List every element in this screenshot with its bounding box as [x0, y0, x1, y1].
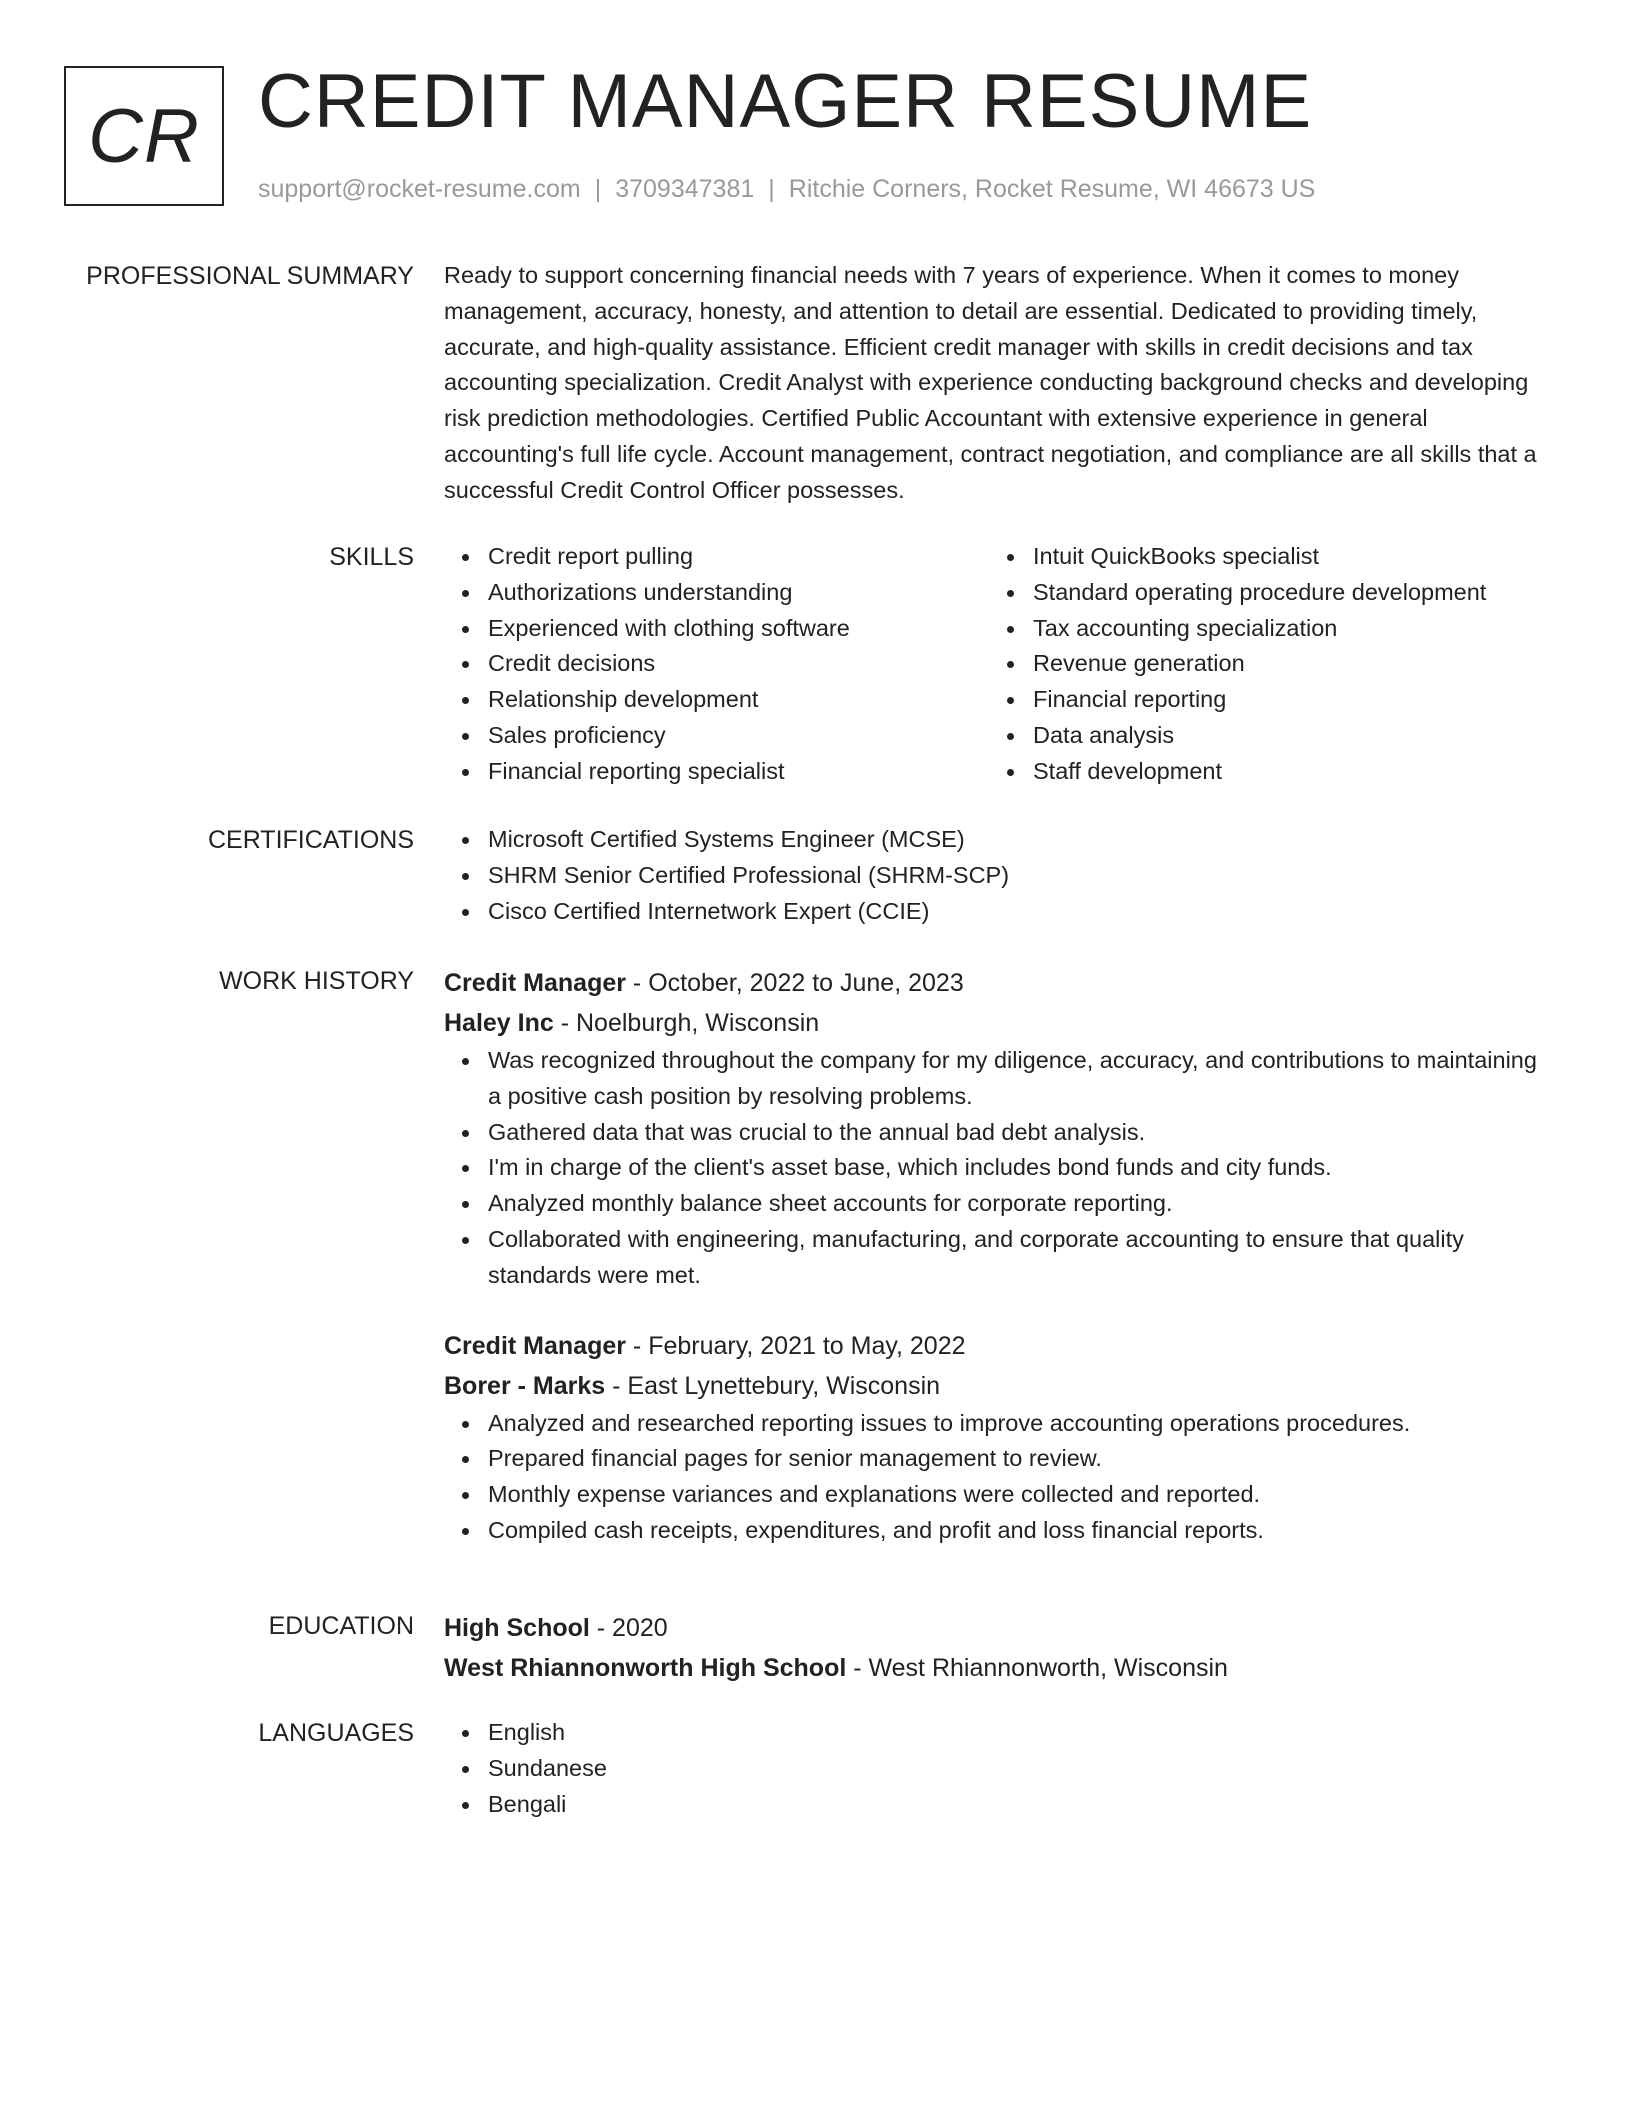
- certification-item: Microsoft Certified Systems Engineer (MCSE): [488, 822, 1539, 858]
- job-company: Borer - Marks: [444, 1371, 606, 1400]
- contact-phone: 3709347381: [615, 175, 755, 203]
- job-bullet: Analyzed monthly balance sheet accounts for corporate reporting.: [488, 1186, 1539, 1222]
- certification-item: Cisco Certified Internetwork Expert (CCIE): [488, 894, 1539, 930]
- job-title: Credit Manager: [444, 1331, 626, 1360]
- education-school: West Rhiannonworth High School: [444, 1654, 847, 1682]
- job-bullet: Collaborated with engineering, manufacturing, and corporate accounting to ensure that quality standards were met.: [488, 1222, 1539, 1294]
- skill-item: Experienced with clothing software: [488, 611, 989, 647]
- skill-item: Financial reporting specialist: [488, 754, 989, 790]
- job-company-line: [444, 1003, 1539, 1043]
- skill-item: Sales proficiency: [488, 718, 989, 754]
- contact-separator: |: [594, 175, 602, 203]
- contact-line: [258, 172, 1315, 206]
- job-title-line: [444, 963, 1539, 1003]
- education-location: - West Rhiannonworth, Wisconsin: [846, 1654, 1228, 1682]
- job-bullet: Compiled cash receipts, expenditures, and profit and loss financial reports.: [488, 1513, 1539, 1549]
- skills-list-right: [989, 539, 1534, 790]
- job-dates: - February, 2021 to May, 2022: [625, 1331, 966, 1360]
- job-bullet: Monthly expense variances and explanations were collected and reported.: [488, 1477, 1539, 1513]
- education-year: - 2020: [589, 1614, 668, 1642]
- contact-email: support@rocket-resume.com: [258, 175, 581, 203]
- monogram-badge: CR: [64, 66, 224, 206]
- job-dates: - October, 2022 to June, 2023: [625, 969, 964, 997]
- job-bullet: Gathered data that was crucial to the annual bad debt analysis.: [488, 1115, 1539, 1151]
- skill-item: Relationship development: [488, 682, 989, 718]
- certifications-list: [444, 822, 1539, 929]
- summary-heading: PROFESSIONAL SUMMARY: [86, 262, 414, 290]
- job-title: Credit Manager: [444, 969, 626, 997]
- job-bullet: I'm in charge of the client's asset base, which includes bond funds and city funds.: [488, 1150, 1539, 1186]
- languages-list: [444, 1715, 1539, 1822]
- skill-item: Staff development: [1033, 754, 1534, 790]
- skills-list-left: [444, 539, 989, 790]
- job-bullet: Prepared financial pages for senior management to review.: [488, 1441, 1539, 1477]
- skill-item: Financial reporting: [1033, 682, 1534, 718]
- skill-item: Intuit QuickBooks specialist: [1033, 539, 1534, 575]
- certification-item: SHRM Senior Certified Professional (SHRM-SCP): [488, 858, 1539, 894]
- education-degree-line: [444, 1608, 1539, 1648]
- work-history-heading: WORK HISTORY: [219, 967, 414, 995]
- skill-item: Revenue generation: [1033, 646, 1534, 682]
- job-bullet: Analyzed and researched reporting issues to improve accounting operations procedures.: [488, 1406, 1539, 1442]
- skill-item: Tax accounting specialization: [1033, 611, 1534, 647]
- job-bullet: Was recognized throughout the company for my diligence, accuracy, and contributions to maintaining a positive cash position by resolving problems.: [488, 1043, 1539, 1115]
- job-entry: [444, 1326, 1539, 1549]
- language-item: English: [488, 1715, 1539, 1751]
- contact-separator: |: [768, 175, 775, 203]
- skill-item: Data analysis: [1033, 718, 1534, 754]
- job-bullets: [444, 1043, 1539, 1294]
- language-item: Bengali: [488, 1787, 1539, 1823]
- job-company-line: [444, 1366, 1539, 1406]
- job-location: - Noelburgh, Wisconsin: [553, 1009, 820, 1037]
- education-school-line: [444, 1648, 1539, 1688]
- job-title-line: [444, 1326, 1539, 1366]
- job-bullets: [444, 1406, 1539, 1549]
- contact-address: Ritchie Corners, Rocket Resume, WI 46673 US: [788, 175, 1316, 203]
- job-location: - East Lynettebury, Wisconsin: [605, 1371, 941, 1400]
- skill-item: Standard operating procedure development: [1033, 575, 1534, 611]
- education-degree: High School: [444, 1614, 590, 1642]
- skill-item: Credit decisions: [488, 646, 989, 682]
- skills-heading: SKILLS: [329, 543, 414, 571]
- education-heading: EDUCATION: [268, 1612, 414, 1640]
- job-entry: [444, 963, 1539, 1294]
- certifications-heading: CERTIFICATIONS: [207, 826, 414, 854]
- skill-item: Authorizations understanding: [488, 575, 989, 611]
- language-item: Sundanese: [488, 1751, 1539, 1787]
- job-company: Haley Inc: [444, 1009, 554, 1037]
- summary-text: Ready to support concerning financial needs with 7 years of experience. When it comes to money management, accuracy, honesty, and attention to detail are essential. Dedicated to providing timely, accurate, and high-quality assistance. Efficient credit manager with skills in credit decisions and tax accounting specialization. Credit Analyst with experience conducting background checks and developing risk prediction methodologies. Certified Public Accountant with extensive experience in general accounting's full life cycle. Account management, contract negotiation, and compliance are all skills that a successful Credit Control Officer possesses.: [444, 262, 1537, 503]
- languages-heading: LANGUAGES: [258, 1719, 414, 1747]
- resume-title: CREDIT MANAGER RESUME: [258, 59, 1313, 144]
- skill-item: Credit report pulling: [488, 539, 989, 575]
